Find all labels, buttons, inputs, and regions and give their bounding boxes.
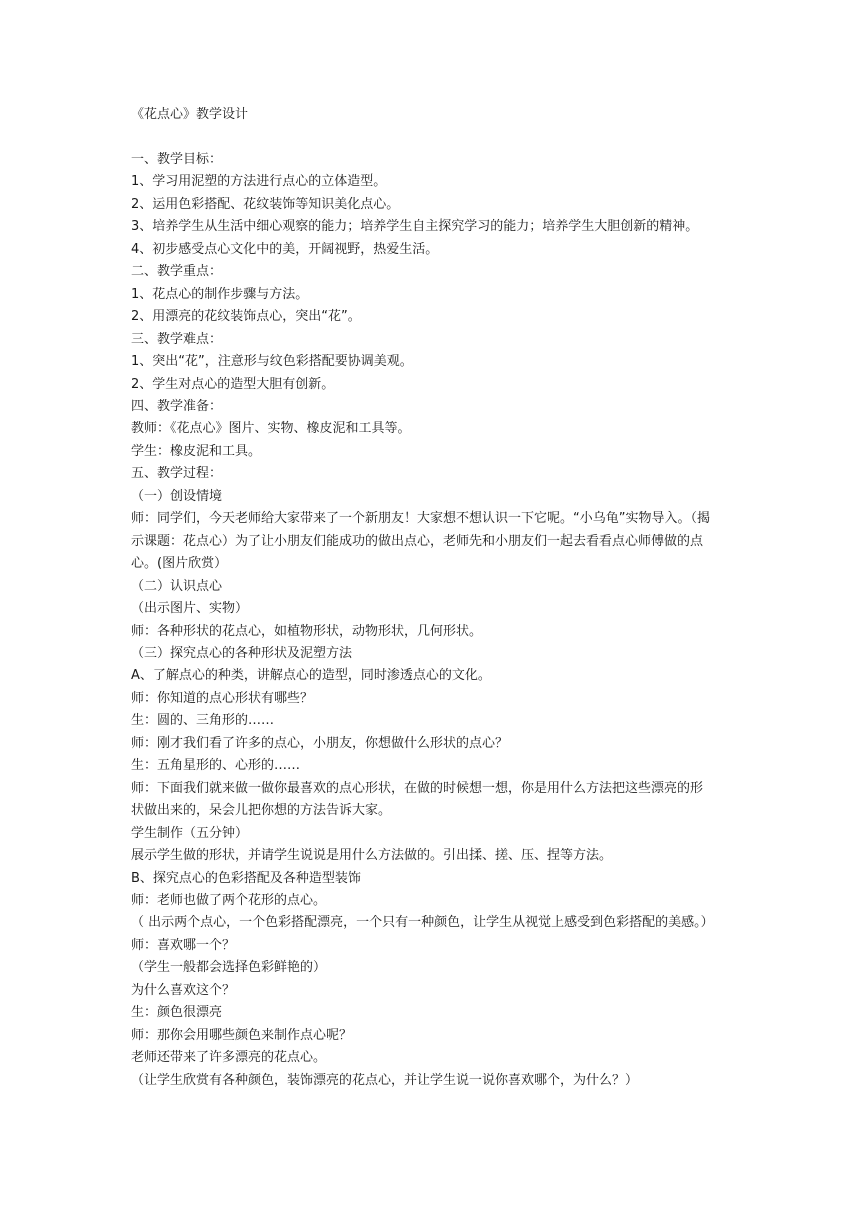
text-line: 学生：橡皮泥和工具。 xyxy=(131,443,262,459)
text-line: 2、学生对点心的造型大胆有创新。 xyxy=(131,376,335,392)
text-line: 二、教学重点： xyxy=(131,264,223,280)
text-line: 1、花点心的制作步骤与方法。 xyxy=(131,286,309,302)
document-body xyxy=(131,149,743,1092)
text-line: 师：各种形状的花点心，如植物形状，动物形状，几何形状。 xyxy=(131,623,483,639)
text-line: （二）认识点心 xyxy=(131,578,223,594)
text-line: 师：你知道的点心形状有哪些？ xyxy=(131,690,314,706)
text-line: 心。(图片欣赏） xyxy=(131,556,228,572)
text-line: 生：圆的、三角形的…… xyxy=(131,713,275,729)
text-line: 师：刚才我们看了许多的点心，小朋友，你想做什么形状的点心？ xyxy=(131,735,509,751)
text-line: （一）创设情境 xyxy=(131,488,223,504)
text-line: 示课题：花点心）为了让小朋友们能成功的做出点心，老师先和小朋友们一起去看看点心师傅做的点 xyxy=(131,533,704,549)
text-line: B、探究点心的色彩搭配及各种造型装饰 xyxy=(131,870,361,886)
text-line: 三、教学难点： xyxy=(131,331,223,347)
text-line: 师：老师也做了两个花形的点心。 xyxy=(131,892,327,908)
text-line: 状做出来的，呆会儿把你想的方法告诉大家。 xyxy=(131,803,392,819)
text-line: 3、培养学生从生活中细心观察的能力；培养学生自主探究学习的能力；培养学生大胆创新的精神。 xyxy=(131,219,699,235)
text-line: 2、用漂亮的花纹装饰点心，突出“花”。 xyxy=(131,309,361,325)
text-line: 为什么喜欢这个？ xyxy=(131,982,236,998)
text-line: 1、突出“花”，注意形与纹色彩搭配要协调美观。 xyxy=(131,354,413,370)
text-line: 五、教学过程： xyxy=(131,466,223,482)
text-line: 师：下面我们就来做一做你最喜欢的点心形状，在做的时候想一想，你是用什么方法把这些漂亮的形 xyxy=(131,780,704,796)
text-line: 老师还带来了许多漂亮的花点心。 xyxy=(131,1050,327,1066)
text-line: 生：颜色很漂亮 xyxy=(131,1005,223,1021)
text-line: （出示图片、实物） xyxy=(131,601,249,617)
text-line: A、了解点心的种类，讲解点心的造型，同时渗透点心的文化。 xyxy=(131,668,491,684)
document-page xyxy=(131,104,743,1092)
text-line: （让学生欣赏有各种颜色，装饰漂亮的花点心，并让学生说一说你喜欢哪个，为什么？） xyxy=(131,1072,639,1088)
text-line: 生：五角星形的、心形的…… xyxy=(131,758,301,774)
text-line: 展示学生做的形状，并请学生说说是用什么方法做的。引出揉、搓、压、捏等方法。 xyxy=(131,848,613,864)
text-line: 四、教学准备： xyxy=(131,398,223,414)
text-line: 师：同学们，今天老师给大家带来了一个新朋友！大家想不想认识一下它呢。“小乌龟”实物导入。（揭 xyxy=(131,511,710,527)
text-line: 一、教学目标： xyxy=(131,152,223,167)
text-line: 4、初步感受点心文化中的美，开阔视野，热爱生活。 xyxy=(131,241,439,257)
text-line: 学生制作（五分钟） xyxy=(131,825,249,841)
text-line: 师：喜欢哪一个？ xyxy=(131,937,236,953)
text-line: 1、学习用泥塑的方法进行点心的立体造型。 xyxy=(131,174,387,190)
text-line: 教师：《花点心》图片、实物、橡皮泥和工具等。 xyxy=(131,421,411,437)
text-line: （三）探究点心的各种形状及泥塑方法 xyxy=(131,645,353,661)
text-line: （学生一般都会选择色彩鲜艳的） xyxy=(131,960,327,976)
text-line: 师：那你会用哪些颜色来制作点心呢？ xyxy=(131,1027,353,1043)
text-line: 2、运用色彩搭配、花纹装饰等知识美化点心。 xyxy=(131,196,400,212)
text-line: （ 出示两个点心，一个色彩搭配漂亮，一个只有一种颜色，让学生从视觉上感受到色彩搭配的美感。） xyxy=(131,915,714,931)
document-title: 《花点心》教学设计 xyxy=(131,107,249,122)
